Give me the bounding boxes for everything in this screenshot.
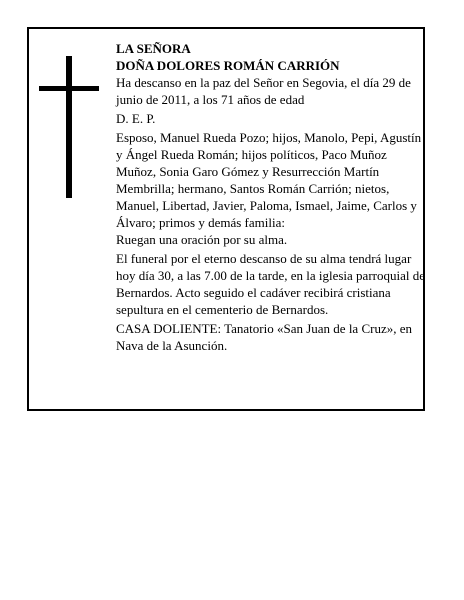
notice-honorific: LA SEÑORA [116,41,191,56]
obituary-notice [27,27,425,411]
deceased-name: DOÑA DOLORES ROMÁN CARRIÓN [116,58,340,73]
dep-line: D. E. P. [116,111,156,126]
cross-horizontal-bar [39,86,99,91]
prayer-request: Ruegan una oración por su alma. [116,232,288,247]
mourning-house: CASA DOLIENTE: Tanatorio «San Juan de la Cruz», en Nava de la Asunción. [116,321,412,353]
cross-icon [39,56,99,198]
notice-body [116,40,426,354]
family-list: Esposo, Manuel Rueda Pozo; hijos, Manolo, Pepi, Agustín y Ángel Rueda Román; hijos políticos, Paco Muñoz Muñoz, Sonia Garo Gómez y Resurrección Martín Membrilla; hermano, Santos Román Carrión; nietos, Manuel, Libertad, Javier, Paloma, Ismael, Jaime, Carlos y Álvaro; primos y demás familia: [116,130,422,230]
cross-vertical-bar [66,56,72,198]
rest-statement: Ha descanso en la paz del Señor en Segovia, el día 29 de junio de 2011, a los 71 años de edad [116,75,411,107]
funeral-details: El funeral por el eterno descanso de su alma tendrá lugar hoy día 30, a las 7.00 de la tarde, en la iglesia parroquial de Bernardos. Acto seguido el cadáver recibirá cristiana sepultura en el cementerio de Bernardos. [116,251,426,317]
